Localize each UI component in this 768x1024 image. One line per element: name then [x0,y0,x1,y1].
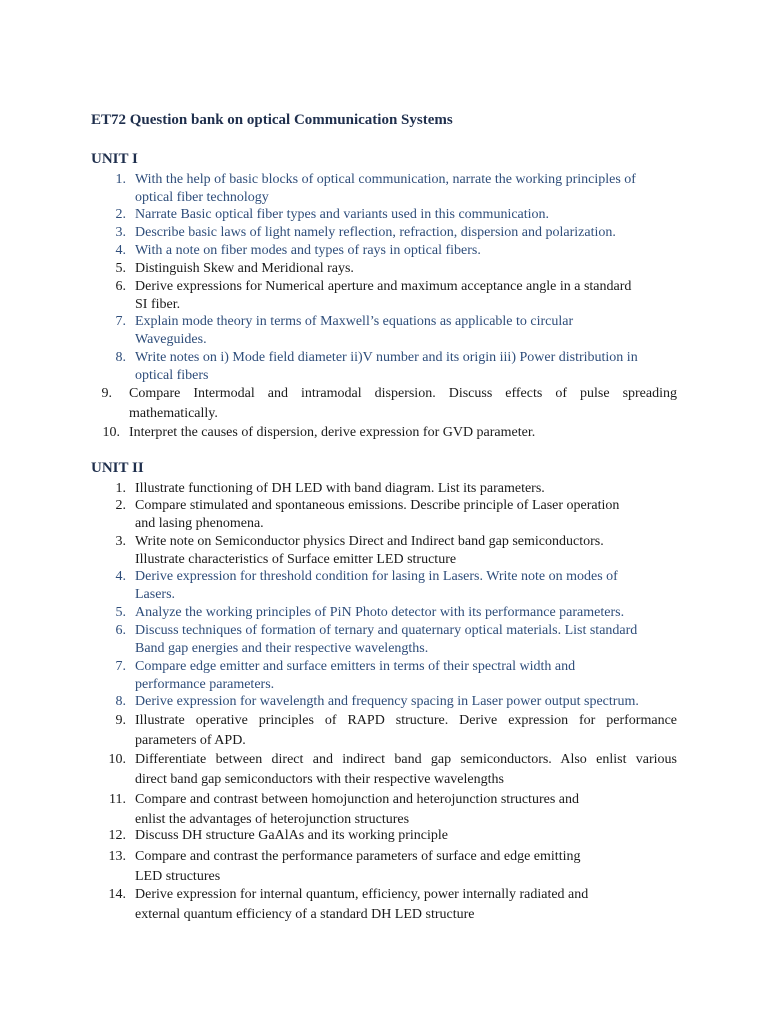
question-number: 12. [108,828,126,843]
question-line: Analyze the working principles of PiN Photo detector with its performance parameters. [135,605,625,620]
question-line: Compare and contrast between homojunction and heterojunction structures and [135,792,579,807]
question-line: mathematically. [129,406,218,421]
question-line: performance parameters. [135,677,275,692]
question-text [135,242,677,260]
question-text [135,790,677,830]
question-text [135,604,677,622]
question-number: 9. [101,386,112,401]
question-line: Band gap energies and their respective wavelengths. [135,641,429,656]
question-number: 7. [115,659,126,674]
question-number: 2. [115,207,126,222]
question-text [135,750,677,790]
question-number: 14. [108,887,126,902]
question-line: Illustrate operative principles of RAPD structure. Derive expression for performance [135,713,677,728]
question-text [135,480,677,498]
question-text [135,847,677,887]
question-number: 8. [115,694,126,709]
question-number: 4. [115,243,126,258]
question-line: Discuss techniques of formation of ternary and quaternary optical materials. List standard [135,623,638,638]
question-line: SI fiber. [135,297,181,312]
question-line: Write note on Semiconductor physics Direct and Indirect band gap semiconductors. [135,534,604,549]
question-line: Waveguides. [135,332,207,347]
question-number: 3. [115,534,126,549]
question-text [135,497,677,533]
question-line: Discuss DH structure GaAlAs and its working principle [135,828,449,843]
question-number: 1. [115,481,126,496]
question-line: Narrate Basic optical fiber types and variants used in this communication. [135,207,550,222]
question-line: Derive expressions for Numerical aperture and maximum acceptance angle in a standard [135,279,632,294]
question-number: 6. [115,279,126,294]
question-line: Lasers. [135,587,176,602]
question-text [135,711,677,751]
question-text [135,827,677,845]
question-number: 5. [115,261,126,276]
document-title: ET72 Question bank on optical Communication Systems [91,112,453,128]
question-text [135,533,677,569]
question-text [135,278,677,314]
question-line: and lasing phenomena. [135,516,264,531]
question-line: Explain mode theory in terms of Maxwell’s equations as applicable to circular [135,314,574,329]
question-text [135,885,677,925]
unit-heading: UNIT I [91,151,138,167]
question-line: parameters of APD. [135,733,246,748]
question-text [135,171,677,207]
question-line: Illustrate characteristics of Surface emitter LED structure [135,552,457,567]
question-line: Derive expression for wavelength and frequency spacing in Laser power output spectrum. [135,694,639,709]
question-text [135,224,677,242]
question-text [135,260,677,278]
question-number: 11. [109,792,126,807]
question-number: 9. [115,713,126,728]
question-number: 6. [115,623,126,638]
question-number: 10. [108,752,126,767]
question-text [135,622,677,658]
question-number: 4. [115,569,126,584]
question-line: Interpret the causes of dispersion, derive expression for GVD parameter. [129,425,536,440]
question-line: With a note on fiber modes and types of rays in optical fibers. [135,243,481,258]
question-line: Derive expression for internal quantum, efficiency, power internally radiated and [135,887,589,902]
question-line: external quantum efficiency of a standard DH LED structure [135,907,475,922]
question-number: 3. [115,225,126,240]
question-line: Compare edge emitter and surface emitters in terms of their spectral width and [135,659,576,674]
question-text [135,658,677,694]
question-line: optical fibers [135,368,209,383]
question-line: enlist the advantages of heterojunction structures [135,812,410,827]
question-line: Compare and contrast the performance parameters of surface and edge emitting [135,849,581,864]
question-number: 13. [108,849,126,864]
question-line: Differentiate between direct and indirect band gap semiconductors. Also enlist various [135,752,677,767]
question-number: 2. [115,498,126,513]
question-text [129,384,677,424]
question-text [135,313,677,349]
question-line: Describe basic laws of light namely reflection, refraction, dispersion and polarization. [135,225,616,240]
question-text [135,568,677,604]
question-line: Write notes on i) Mode field diameter ii)V number and its origin iii) Power distribution in [135,350,638,365]
question-number: 5. [115,605,126,620]
question-line: Derive expression for threshold condition for lasing in Lasers. Write note on modes of [135,569,618,584]
question-number: 8. [115,350,126,365]
question-text [129,424,671,442]
question-number: 7. [115,314,126,329]
question-line: Illustrate functioning of DH LED with band diagram. List its parameters. [135,481,545,496]
question-text [135,693,677,711]
unit-heading: UNIT II [91,460,144,476]
question-line: With the help of basic blocks of optical communication, narrate the working principles of [135,172,636,187]
question-text [135,349,677,385]
question-line: Compare stimulated and spontaneous emissions. Describe principle of Laser operation [135,498,620,513]
question-line: Compare Intermodal and intramodal dispersion. Discuss effects of pulse spreading [129,386,677,401]
question-line: LED structures [135,869,221,884]
question-number: 10. [102,425,120,440]
question-line: direct band gap semiconductors with their respective wavelengths [135,772,504,787]
question-line: Distinguish Skew and Meridional rays. [135,261,354,276]
question-text [135,206,677,224]
question-number: 1. [115,172,126,187]
question-line: optical fiber technology [135,190,269,205]
